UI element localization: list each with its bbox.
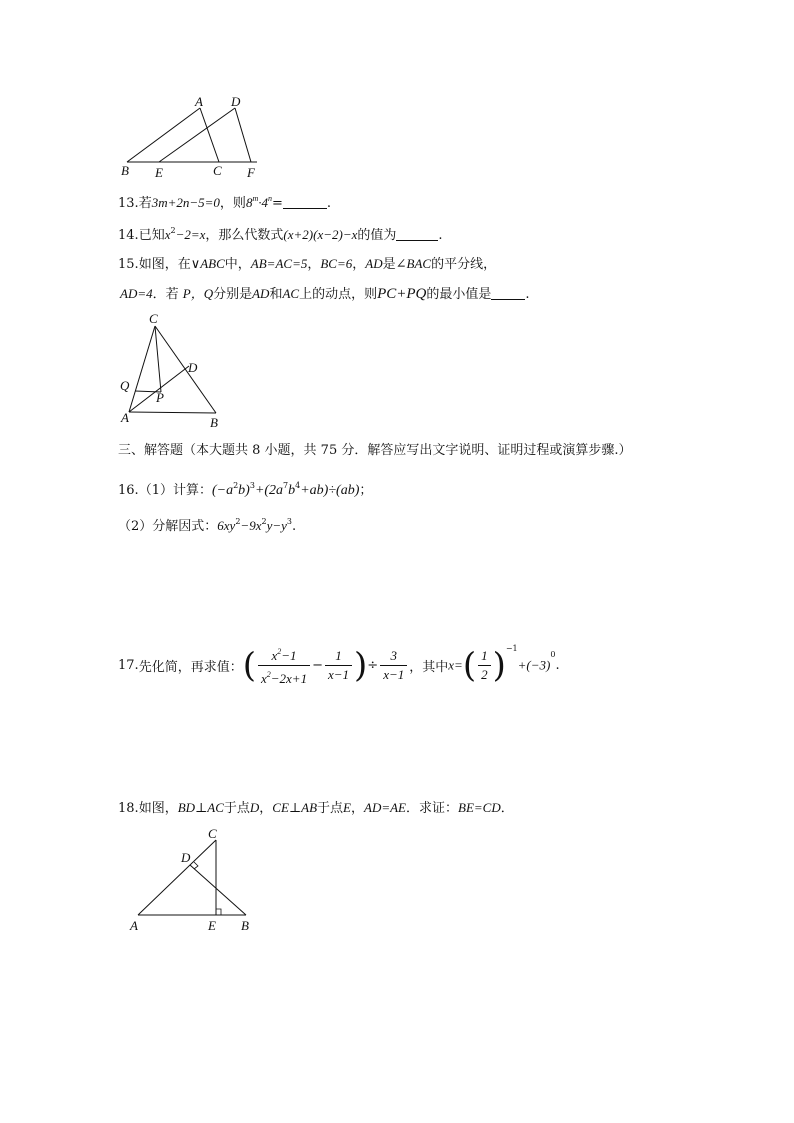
open-paren: (: [242, 645, 256, 686]
label-A: A: [130, 918, 138, 933]
q13-expr-dot: ·4: [258, 195, 268, 210]
q16-expr: −9x: [240, 518, 262, 533]
q13-equals: =: [271, 196, 283, 211]
q15-text: 中，: [224, 257, 251, 272]
q15-text: ，: [352, 257, 366, 272]
question-13: [118, 190, 331, 213]
half-den: 2: [481, 667, 488, 682]
q17-plus: +(−3): [517, 657, 551, 673]
label-A: A: [121, 410, 129, 425]
q15-pq: P，Q: [182, 286, 214, 301]
label-C: C: [149, 311, 158, 326]
q16-expr: b): [238, 483, 250, 498]
f1-den-rest: −2x+1: [270, 671, 308, 686]
section-3-heading: 三、解答题（本大题共 8 小题，共 75 分．解答应写出文字说明、证明过程或演算步骤.）: [118, 443, 632, 458]
q16-expr: 6xy: [217, 518, 236, 533]
q16-exp: 4: [295, 481, 301, 490]
label-F: F: [247, 165, 255, 180]
q18-end: ．: [500, 801, 514, 816]
figure-triangle-q15: [115, 310, 230, 430]
question-15-line-1: [118, 255, 496, 274]
q15-sum: PC+PQ: [377, 286, 427, 302]
q16-exp: 2: [235, 517, 241, 526]
q15-ab: AB=AC=5: [250, 256, 308, 271]
q17-fraction-2: [325, 648, 352, 683]
q17-div: ÷: [367, 658, 379, 673]
q15-text: ．若: [152, 287, 183, 302]
q18-point-e: E: [343, 800, 351, 815]
question-16-part-2: [118, 513, 296, 536]
f3-num: 3: [380, 648, 407, 666]
q13-exp-n: n: [267, 194, 272, 203]
q17-end: .: [555, 658, 560, 673]
q18-text: ，: [259, 801, 273, 816]
label-A: A: [195, 94, 203, 109]
close-paren: ): [492, 645, 506, 686]
q15-ad-length: AD=4: [120, 286, 153, 301]
q16-expr: +ab)÷(ab): [300, 483, 360, 498]
q18-cond-3: AD=AE: [364, 800, 406, 815]
label-B: B: [241, 918, 249, 933]
q13-exp-m: m: [252, 194, 259, 203]
answer-blank: [396, 228, 438, 241]
q15-triangle: ∨ABC: [190, 256, 225, 271]
label-C: C: [208, 826, 217, 841]
f1-num-rest: −1: [281, 648, 297, 663]
q13-mid: ，则: [219, 196, 246, 211]
q15-text: 的最小值是: [426, 287, 492, 302]
q15-number: 15.: [118, 257, 139, 272]
q13-equation: 3m+2n−5=0: [151, 195, 220, 210]
figure-triangles-abc-def: [115, 93, 275, 185]
label-Q: Q: [120, 378, 130, 393]
label-D: D: [181, 850, 191, 865]
q16-end: .: [291, 519, 297, 534]
f3-den: x−1: [383, 667, 405, 682]
q13-expr-base: 8: [245, 195, 253, 210]
q18-point-d: D: [249, 800, 260, 815]
label-D: D: [188, 360, 198, 375]
open-paren: (: [462, 645, 477, 686]
q13-end: .: [326, 196, 332, 211]
q18-text: 于点: [223, 801, 250, 816]
close-paren: ): [354, 645, 368, 686]
q15-text: 分别是: [213, 287, 253, 302]
q13-number: 13.: [118, 196, 139, 211]
label-P: P: [156, 390, 164, 405]
q15-bc: BC=6: [320, 256, 353, 271]
answer-blank: [491, 287, 525, 300]
question-16-part-1: [118, 477, 372, 500]
label-D: D: [231, 94, 241, 109]
q16-part1-label: （1）计算：: [138, 483, 212, 498]
q15-sep: ，: [307, 257, 321, 272]
q15-ad: AD: [365, 256, 383, 271]
q14-lead: 已知: [138, 228, 165, 243]
q18-goal: BE=CD: [458, 800, 501, 815]
q16-expr: y−y: [266, 518, 287, 533]
f1-num-exp: 2: [277, 647, 282, 656]
q17-number: 17.: [118, 658, 139, 673]
q18-number: 18.: [118, 801, 139, 816]
q18-cond-2: CE⊥AB: [272, 800, 318, 815]
q17-exp-neg1: −1: [505, 644, 518, 653]
q15-text: 是: [382, 257, 396, 272]
q18-text: ．求证：: [406, 801, 459, 816]
label-B: B: [210, 415, 218, 430]
label-E: E: [155, 165, 163, 180]
q14-eq-x: x: [164, 227, 171, 242]
q14-eq-exp: 2: [170, 226, 176, 235]
q18-lead: 如图，: [138, 801, 178, 816]
question-15-line-2: [120, 285, 530, 304]
q17-where: ，其中: [409, 660, 449, 675]
q17-lead: 先化简，再求值：: [138, 660, 243, 675]
f2-num: 1: [325, 648, 352, 666]
q16-exp: 3: [249, 481, 255, 490]
q16-exp: 3: [286, 517, 292, 526]
q18-text: 于点: [317, 801, 344, 816]
q14-end: .: [438, 228, 443, 243]
q16-exp: 7: [283, 481, 289, 490]
q18-text: ，: [351, 801, 365, 816]
figure-triangle-q18: [120, 822, 265, 937]
q14-tail: 的值为: [357, 228, 397, 243]
half-num: 1: [478, 648, 491, 666]
question-17: [118, 644, 560, 687]
question-18: [118, 799, 514, 818]
q15-angle: ∠BAC: [395, 256, 432, 271]
q15-text: 和: [269, 287, 283, 302]
q15-text: 的平分线，: [431, 257, 497, 272]
label-E: E: [208, 918, 216, 933]
q16-exp: 2: [233, 481, 239, 490]
q17-minus: −: [312, 658, 323, 673]
q15-ad2: AD: [252, 286, 270, 301]
q14-expression: (x+2)(x−2)−x: [283, 227, 358, 242]
f1-den-exp: 2: [266, 670, 271, 679]
f2-den: x−1: [327, 667, 350, 682]
q16-exp: 2: [261, 517, 267, 526]
q15-ac: AC: [282, 286, 300, 301]
q17-exp-0: 0: [550, 650, 556, 659]
label-C: C: [213, 163, 222, 178]
q15-text: 上的动点，则: [299, 287, 378, 302]
q14-eq-rest: −2=x: [175, 227, 206, 242]
q16-expr: (−a: [211, 483, 234, 498]
q16-number: 16.: [118, 483, 139, 498]
q15-end: .: [525, 287, 530, 302]
q17-fraction-3: [380, 648, 407, 683]
q16-end: ；: [359, 483, 373, 498]
q14-mid: ，那么代数式: [205, 228, 284, 243]
label-B: B: [121, 163, 129, 178]
q17-half: [478, 648, 491, 683]
q16-part2-label: （2）分解因式：: [118, 519, 218, 534]
question-14: [118, 222, 443, 245]
q15-text: 如图，在: [138, 257, 191, 272]
q13-lead: 若: [138, 196, 152, 211]
q18-cond-1: BD⊥AC: [177, 800, 224, 815]
q17-fraction-1: [258, 644, 310, 687]
f1-den: x: [260, 671, 267, 686]
f1-num: x: [271, 648, 278, 663]
q16-expr: b: [288, 483, 296, 498]
q17-x-eq: x=: [448, 657, 463, 673]
answer-blank: [283, 196, 327, 209]
q16-expr: +(2a: [254, 483, 284, 498]
q14-number: 14.: [118, 228, 139, 243]
